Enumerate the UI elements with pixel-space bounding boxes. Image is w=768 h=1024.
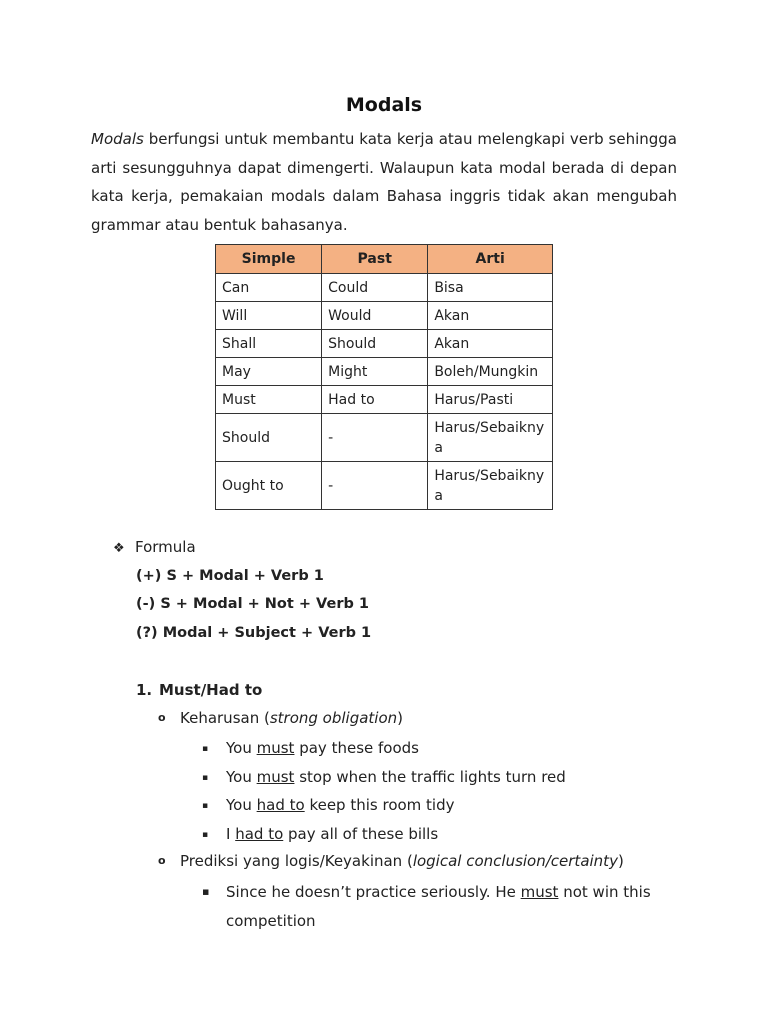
cell-simple: Ought to: [216, 462, 322, 510]
formula-negative: (-) S + Modal + Not + Verb 1: [136, 596, 369, 612]
table-row: [216, 302, 553, 330]
modals-table: [215, 244, 553, 510]
cell-simple: Shall: [216, 330, 322, 358]
cell-past: Might: [322, 358, 428, 386]
header-past: Past: [322, 245, 428, 274]
section-number: 1.: [136, 681, 153, 699]
cell-arti: Akan: [428, 302, 553, 330]
cell-past: Would: [322, 302, 428, 330]
cell-arti: Harus/Pasti: [428, 386, 553, 414]
cell-simple: May: [216, 358, 322, 386]
section-title: Must/Had to: [159, 681, 263, 699]
cell-past: Could: [322, 274, 428, 302]
cell-simple: Must: [216, 386, 322, 414]
table-row: [216, 462, 553, 510]
formula-heading-text: Formula: [135, 538, 196, 556]
table-row: [216, 414, 553, 462]
cell-past: -: [322, 462, 428, 510]
subpoint-logical-conclusion: o Prediksi yang logis/Keyakinan (logical conclusion/certainty): [158, 852, 624, 870]
table-header-row: [216, 245, 553, 274]
diamond-bullet-icon: ❖: [113, 541, 125, 556]
cell-simple: Can: [216, 274, 322, 302]
subpoint-obligation: o Keharusan (strong obligation): [158, 709, 404, 727]
cell-past: Should: [322, 330, 428, 358]
header-arti: Arti: [428, 245, 553, 274]
intro-text: berfungsi untuk membantu kata kerja atau melengkapi verb sehingga arti sesungguhnya dapat dimengerti. Walaupun kata modal berada di depan kata kerja, pemakaian modals dalam Bahasa inggris tidak akan mengubah grammar atau bentuk bahasanya.: [91, 130, 677, 234]
formula-positive: (+) S + Modal + Verb 1: [136, 568, 324, 584]
square-bullet-icon: ▪: [202, 801, 209, 811]
example-item: ▪ Since he doesn’t practice seriously. He must not win this competition: [202, 878, 672, 935]
cell-arti: Bisa: [428, 274, 553, 302]
square-bullet-icon: ▪: [202, 830, 209, 840]
intro-lead: Modals: [91, 130, 144, 148]
cell-simple: Will: [216, 302, 322, 330]
table-row: [216, 330, 553, 358]
header-simple: Simple: [216, 245, 322, 274]
table-row: [216, 358, 553, 386]
cell-arti: Akan: [428, 330, 553, 358]
circle-bullet-icon: o: [158, 711, 166, 724]
cell-arti: Boleh/Mungkin: [428, 358, 553, 386]
page-title: Modals: [345, 94, 423, 116]
circle-bullet-icon: o: [158, 854, 166, 867]
example-item: ▪ You must pay these foods: [202, 734, 672, 764]
section-heading: [136, 681, 262, 699]
formula-question: (?) Modal + Subject + Verb 1: [136, 625, 372, 641]
square-bullet-icon: ▪: [202, 773, 209, 783]
cell-past: -: [322, 414, 428, 462]
cell-arti: Harus/Sebaiknya: [428, 414, 553, 462]
table-row: [216, 386, 553, 414]
square-bullet-icon: ▪: [202, 744, 209, 754]
cell-past: Had to: [322, 386, 428, 414]
example-item: ▪ You had to keep this room tidy: [202, 791, 672, 821]
table-row: [216, 274, 553, 302]
intro-paragraph: [91, 125, 677, 239]
formula-heading: [113, 538, 196, 556]
cell-arti: Harus/Sebaiknya: [428, 462, 553, 510]
cell-simple: Should: [216, 414, 322, 462]
square-bullet-icon: ▪: [202, 885, 210, 898]
example-item: ▪ I had to pay all of these bills: [202, 820, 672, 850]
example-item: ▪ You must stop when the traffic lights turn red: [202, 763, 672, 793]
